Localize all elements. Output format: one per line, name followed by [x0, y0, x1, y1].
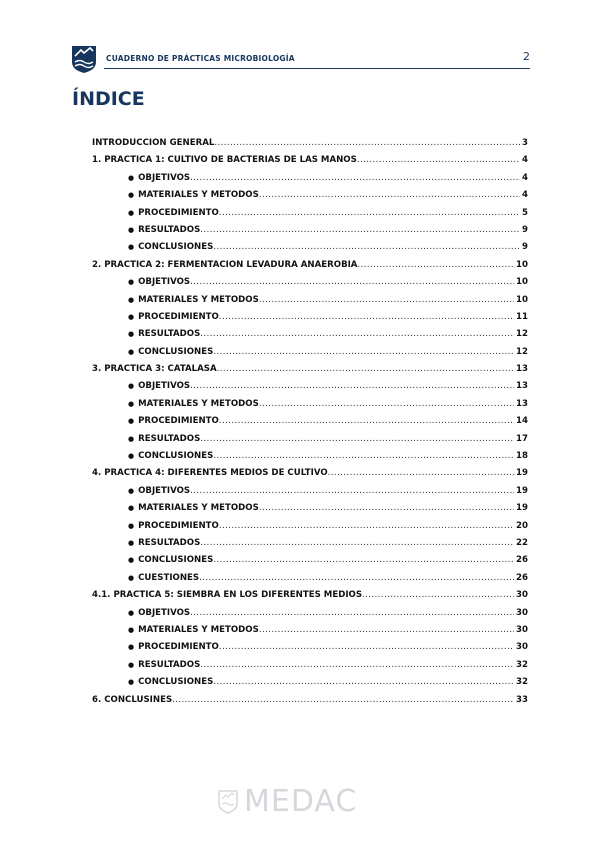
toc-subentry[interactable] — [92, 347, 528, 364]
toc-leader-dots — [199, 573, 514, 583]
toc-entry-page: 14 — [516, 416, 528, 427]
toc-leader-dots — [190, 608, 514, 618]
toc-entry-page: 4 — [522, 155, 528, 166]
bullet-icon: ● — [128, 573, 135, 582]
toc-entry-label: MATERIALES Y MÉTODOS — [138, 190, 259, 201]
toc-entry-label: 6. CONCLUSINES — [92, 694, 173, 705]
toc-entry-label: RESULTADOS — [138, 537, 201, 548]
toc-entry-label: RESULTADOS — [138, 433, 201, 444]
toc-entry-label: MATERIALES Y MÉTODOS — [138, 294, 259, 305]
toc-entry-page: 22 — [516, 537, 528, 548]
bullet-icon: ● — [128, 678, 135, 687]
toc-leader-dots — [362, 590, 514, 600]
toc-entry-page: 30 — [516, 590, 528, 601]
toc-entry[interactable] — [92, 155, 528, 172]
toc-leader-dots — [259, 503, 514, 513]
page-title: ÍNDICE — [72, 88, 145, 110]
toc-entry-page: 4 — [522, 190, 528, 201]
bullet-icon: ● — [128, 643, 135, 652]
toc-leader-dots — [357, 155, 520, 165]
toc-entry-page: 5 — [522, 207, 528, 218]
toc-subentry[interactable] — [92, 381, 528, 398]
bullet-icon: ● — [128, 556, 135, 565]
toc-entry-label: 4.1. PRÁCTICA 5: SIEMBRA EN LOS DIFERENTES MEDIOS — [92, 590, 363, 601]
toc-entry-page: 30 — [516, 624, 528, 635]
toc-subentry[interactable] — [92, 555, 528, 572]
toc-entry-page: 26 — [516, 572, 528, 583]
toc-entry-label: RESULTADOS — [138, 329, 201, 340]
toc-entry-label: PROCEDIMIENTO — [138, 416, 219, 427]
toc-leader-dots — [213, 347, 514, 357]
page-number: 2 — [523, 50, 530, 63]
bullet-icon: ● — [128, 191, 135, 200]
toc-entry-page: 19 — [516, 485, 528, 496]
toc-leader-dots — [190, 486, 514, 496]
toc-entry-label: RESULTADOS — [138, 224, 201, 235]
toc-entry-page: 9 — [522, 242, 528, 253]
toc-leader-dots — [214, 138, 520, 148]
toc-leader-dots — [328, 468, 514, 478]
toc-entry-page: 19 — [516, 503, 528, 514]
toc-entry-page: 19 — [516, 468, 528, 479]
toc-subentry[interactable] — [92, 486, 528, 503]
header-title: CUADERNO DE PRÁCTICAS MICROBIOLOGÍA — [106, 54, 295, 63]
bullet-icon: ● — [128, 538, 135, 547]
bullet-icon: ● — [128, 486, 135, 495]
toc-leader-dots — [219, 521, 514, 531]
toc-leader-dots — [219, 642, 514, 652]
toc-entry-label: 3. PRÁCTICA 3: CATALASA — [92, 364, 217, 375]
toc-subentry[interactable] — [92, 538, 528, 555]
shield-logo-icon — [218, 790, 238, 814]
toc-entry-label: MATERIALES Y MÉTODOS — [138, 503, 259, 514]
toc-entry-label: INTRODUCCIÓN GENERAL — [92, 138, 215, 148]
toc-entry-page: 9 — [522, 224, 528, 235]
toc-leader-dots — [172, 695, 514, 705]
bullet-icon: ● — [128, 347, 135, 356]
toc-entry-label: CONCLUSIONES — [138, 677, 214, 688]
toc-entry-label: PROCEDIMIENTO — [138, 642, 219, 653]
toc-entry-page: 33 — [516, 694, 528, 705]
footer-brand — [218, 786, 378, 818]
toc-leader-dots — [200, 225, 520, 235]
toc-entry-page: 20 — [516, 520, 528, 531]
toc-entry-label: CONCLUSIONES — [138, 242, 214, 253]
toc-entry[interactable] — [92, 260, 528, 277]
bullet-icon: ● — [128, 173, 135, 182]
bullet-icon: ● — [128, 330, 135, 339]
table-of-contents — [92, 138, 528, 712]
toc-entry-label: OBJETIVOS — [138, 381, 191, 392]
toc-entry-page: 17 — [516, 433, 528, 444]
toc-entry-label: OBJETIVOS — [138, 485, 191, 496]
toc-entry-page: 3 — [522, 138, 528, 148]
bullet-icon: ● — [128, 608, 135, 617]
toc-entry-label: PROCEDIMIENTO — [138, 311, 219, 322]
toc-leader-dots — [200, 660, 514, 670]
bullet-icon: ● — [128, 625, 135, 634]
toc-subentry[interactable] — [92, 208, 528, 225]
bullet-icon: ● — [128, 434, 135, 443]
bullet-icon: ● — [128, 225, 135, 234]
toc-entry-page: 4 — [522, 172, 528, 183]
toc-entry-label: PROCEDIMIENTO — [138, 207, 219, 218]
header-divider — [104, 68, 530, 69]
toc-leader-dots — [219, 208, 520, 218]
toc-entry-page: 18 — [516, 451, 528, 462]
toc-entry-page: 32 — [516, 659, 528, 670]
toc-subentry[interactable] — [92, 295, 528, 312]
toc-entry-page: 12 — [516, 346, 528, 357]
bullet-icon: ● — [128, 243, 135, 252]
bullet-icon: ● — [128, 521, 135, 530]
toc-entry-label: 1. PRÁCTICA 1: CULTIVO DE BACTERIAS DE LAS MANOS — [92, 155, 357, 166]
toc-entry[interactable] — [92, 138, 528, 155]
toc-leader-dots — [213, 242, 520, 252]
toc-leader-dots — [190, 173, 520, 183]
toc-leader-dots — [217, 364, 514, 374]
toc-subentry[interactable] — [92, 399, 528, 416]
toc-entry-page: 32 — [516, 677, 528, 688]
bullet-icon: ● — [128, 452, 135, 461]
toc-entry-page: 30 — [516, 642, 528, 653]
toc-leader-dots — [259, 399, 514, 409]
bullet-icon: ● — [128, 504, 135, 513]
bullet-icon: ● — [128, 278, 135, 287]
toc-entry[interactable] — [92, 468, 528, 485]
bullet-icon: ● — [128, 382, 135, 391]
toc-leader-dots — [200, 434, 514, 444]
toc-subentry[interactable] — [92, 642, 528, 659]
toc-subentry[interactable] — [92, 503, 528, 520]
toc-entry-label: OBJETIVOS — [138, 607, 191, 618]
toc-subentry[interactable] — [92, 329, 528, 346]
toc-entry-label: CONCLUSIONES — [138, 346, 214, 357]
toc-entry-label: CUESTIONES — [138, 572, 200, 583]
toc-entry-label: CONCLUSIONES — [138, 451, 214, 462]
toc-leader-dots — [200, 329, 514, 339]
toc-entry[interactable] — [92, 364, 528, 381]
toc-subentry[interactable] — [92, 660, 528, 677]
toc-entry-label: PROCEDIMIENTO — [138, 520, 219, 531]
footer-brand-text: MEDAC — [244, 784, 358, 819]
bullet-icon: ● — [128, 399, 135, 408]
toc-entry[interactable] — [92, 695, 528, 712]
toc-subentry[interactable] — [92, 625, 528, 642]
toc-subentry[interactable] — [92, 573, 528, 590]
toc-entry-page: 10 — [516, 277, 528, 288]
shield-logo-icon — [70, 44, 98, 74]
toc-entry-page: 10 — [516, 259, 528, 270]
bullet-icon: ● — [128, 295, 135, 304]
toc-subentry[interactable] — [92, 277, 528, 294]
bullet-icon: ● — [128, 312, 135, 321]
toc-subentry[interactable] — [92, 173, 528, 190]
toc-leader-dots — [213, 451, 514, 461]
toc-entry[interactable] — [92, 590, 528, 607]
toc-subentry[interactable] — [92, 677, 528, 694]
toc-leader-dots — [200, 538, 514, 548]
toc-entry-page: 26 — [516, 555, 528, 566]
toc-entry-label: 2. PRÁCTICA 2: FERMENTACIÓN LEVADURA ANAEROBIA — [92, 259, 358, 270]
toc-entry-page: 30 — [516, 607, 528, 618]
toc-entry-page: 13 — [516, 398, 528, 409]
toc-subentry[interactable] — [92, 416, 528, 433]
toc-subentry[interactable] — [92, 521, 528, 538]
toc-subentry[interactable] — [92, 225, 528, 242]
toc-leader-dots — [213, 555, 514, 565]
bullet-icon: ● — [128, 208, 135, 217]
toc-leader-dots — [259, 190, 520, 200]
toc-entry-label: OBJETIVOS — [138, 172, 191, 183]
toc-entry-label: RESULTADOS — [138, 659, 201, 670]
toc-subentry[interactable] — [92, 608, 528, 625]
toc-subentry[interactable] — [92, 242, 528, 259]
toc-subentry[interactable] — [92, 451, 528, 468]
toc-entry-page: 10 — [516, 294, 528, 305]
toc-leader-dots — [190, 277, 514, 287]
toc-entry-page: 13 — [516, 381, 528, 392]
toc-leader-dots — [219, 312, 514, 322]
toc-subentry[interactable] — [92, 190, 528, 207]
toc-entry-page: 12 — [516, 329, 528, 340]
toc-leader-dots — [259, 295, 514, 305]
toc-entry-label: OBJETIVOS — [138, 277, 191, 288]
toc-leader-dots — [259, 625, 514, 635]
toc-entry-label: MATERIALES Y MÉTODOS — [138, 398, 259, 409]
bullet-icon: ● — [128, 417, 135, 426]
bullet-icon: ● — [128, 660, 135, 669]
toc-subentry[interactable] — [92, 312, 528, 329]
toc-leader-dots — [213, 677, 514, 687]
toc-leader-dots — [219, 416, 514, 426]
page-header — [70, 44, 530, 76]
toc-entry-page: 13 — [516, 364, 528, 375]
toc-entry-label: CONCLUSIONES — [138, 555, 214, 566]
toc-entry-label: MATERIALES Y MÉTODOS — [138, 624, 259, 635]
toc-leader-dots — [190, 381, 514, 391]
toc-subentry[interactable] — [92, 434, 528, 451]
toc-entry-label: 4. PRÁCTICA 4: DIFERENTES MEDIOS DE CULTIVO — [92, 468, 328, 479]
toc-entry-page: 11 — [516, 311, 528, 322]
toc-leader-dots — [357, 260, 514, 270]
